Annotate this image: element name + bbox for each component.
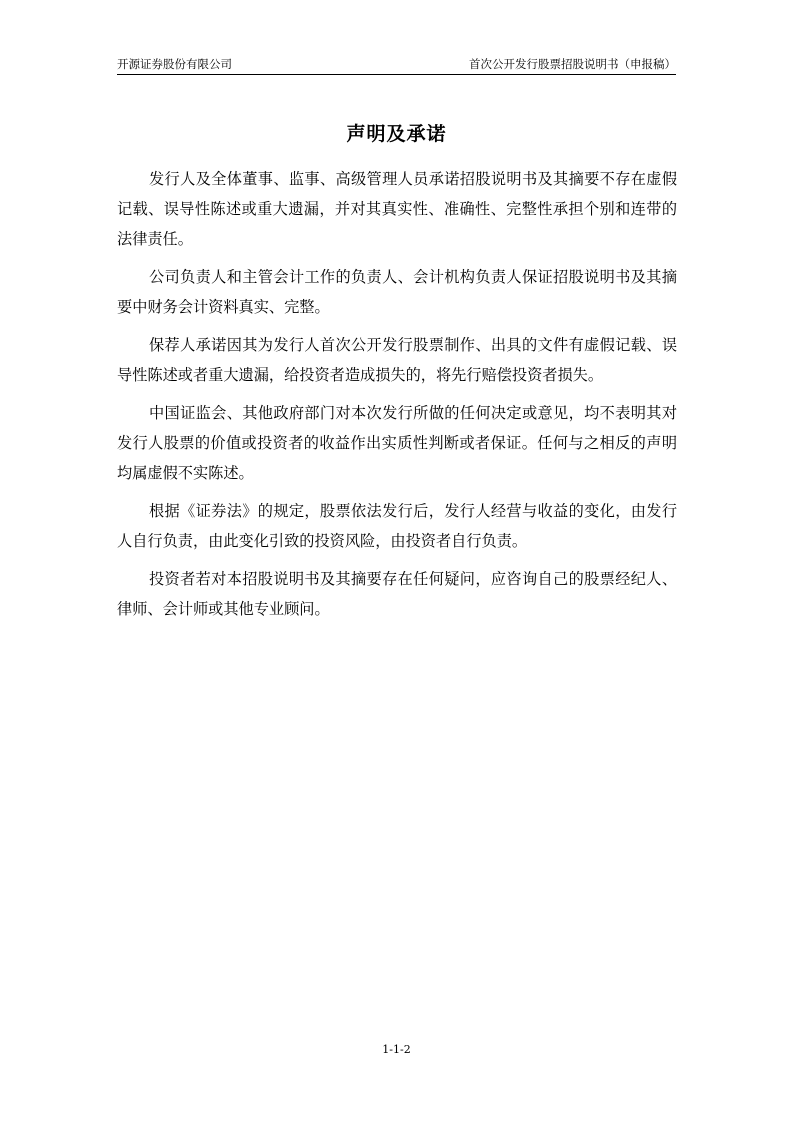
header-company-name: 开源证券股份有限公司 [117,57,232,71]
paragraph-sponsor-commitment: 保荐人承诺因其为发行人首次公开发行股票制作、出具的文件有虚假记载、误导性陈述或者重大遗漏，给投资者造成损失的，将先行赔偿投资者损失。 [117,336,677,384]
document-body [117,164,677,632]
paragraph-investor-advice: 投资者若对本招股说明书及其摘要存在任何疑问，应咨询自己的股票经纪人、律师、会计师或其他专业顾问。 [117,570,677,618]
header-document-name: 首次公开发行股票招股说明书（申报稿） [469,57,676,71]
paragraph-issuer-commitment: 发行人及全体董事、监事、高级管理人员承诺招股说明书及其摘要不存在虚假记载、误导性陈述或重大遗漏，并对其真实性、准确性、完整性承担个别和连带的法律责任。 [117,170,677,248]
document-title: 声明及承诺 [346,123,447,145]
paragraph-financial-accuracy: 公司负责人和主管会计工作的负责人、会计机构负责人保证招股说明书及其摘要中财务会计资料真实、完整。 [117,268,677,316]
paragraph-securities-law: 根据《证券法》的规定，股票依法发行后，发行人经营与收益的变化，由发行人自行负责，由此变化引致的投资风险，由投资者自行负责。 [117,502,677,550]
paragraph-csrc-disclaimer: 中国证监会、其他政府部门对本次发行所做的任何决定或意见，均不表明其对发行人股票的价值或投资者的收益作出实质性判断或者保证。任何与之相反的声明均属虚假不实陈述。 [117,404,677,482]
page-header [117,56,676,75]
page-number: 1-1-2 [382,1043,411,1056]
